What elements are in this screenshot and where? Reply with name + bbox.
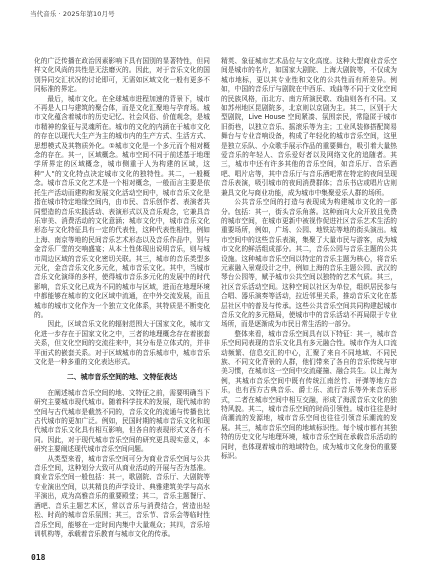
paragraph: 精英、象征城市艺术品位与文化高度。这种大型商业音乐空间是城市的名片，如国家大剧院、上海大剧院等，不仅成为城市地标，更以其专业性和文化的公共性而有所差异。例如，中国的音乐厅与剧院在中西乐、戏曲等不同于文化空间的民族风格，而北方、南方所演民歌、戏曲则各有不同。又如苏州地区昆剧院多，北京则以京剧为主。其二，区别于大型剧院，Live House 空间紧凑、氛围亲民，常隐匿于城市旧街巷，以独立音乐、摇滚乐等为主；工业风装修搭配简易舞台与专业音响设备，构成了年轻化的城市音乐空间，这里是独立乐队、小众歌手展示作品的重要舞台，吸引着大量热爱音乐的年轻人、音乐爱好者以及网络文化的追随者。其三，城市中还有许多其他的音乐空间，如音乐厅、音乐酒吧、唱片店等，其中音乐厅与音乐酒吧常在特定的夜间呈现音乐表演，吸引城市的夜间消费群体；音乐书店或唱片店则兼具文化与商业功能，成为城市中集聚爱乐人群的场所。 <box>221 57 397 197</box>
paragraph: 最后，城市文化。在全球城市进程加速的背景下，城市不再是人口与建筑的聚合体，而是文化汇聚地与孕育场。城市文化蕴含着城市的历史记忆、社会风俗、价值观念，是城市精神的象征与灵魂所在。城市的文化的内涵在于城市文化的存在以现代大生产为主的城市内的生产方式、生活方式、思想模式及其物质外化。①城市文化是一个多元而个相对概念的存在。其一，区域概念。城市空间不同于前述基于地理学所界定的区域概念，城市侧重于人为构建的区域，这种"人"的文化特点决定城市文化的独特性。其二，一般概念。城市音乐文化艺术是一个相对概念，一般而言主要是依托生产活动而建构和发展文化活动空间中，城市音乐文化是指在城市特定地缘空间内，由市民、音乐创作者、表演者共同塑造的音乐实践活动、表演形式以及音乐观念，它兼具音乐审美、消费活动的文化意涵；城市文化中，城市音乐文化形态与文化特征具有一定的代表性，这种代表性相性，例如上海、南京等地的民间音乐艺术形态以及音乐作品中，别与金音乐厂堂的交响盛宴；从本土性体现出说明音乐，则与城市周边区域的音乐文化密切关联。其三，城市的音乐类型多元化，金音音乐文化多元化，城市音乐文化。其中，当城市音乐文化演绎的多样，使得城市音乐多元化的发展中的时代影响，音乐文化已成为不同的城市与区域，进而在地理环境中都能够在城市的文化区域中流通，在中外交流发展，而且城市的城市文化作为一个独立文化体系，其特质是不断变化的。 <box>34 94 210 319</box>
page-number: 018 <box>31 553 46 562</box>
paragraph: 在阐述城市音乐空间的地、文特征之前，需要明确当下研究主要城市现代城市。随着科学技术的发展，现代城市的空间与古代城市是截然不同的，音乐文化的流通与传播也比古代城市的更加广泛。例如，民国时期的城市音乐文化和现代城市音乐文化具有相互影响，但各自的表现形式又各有不同。因此，对于现代城市音乐空间的研究更具现实意义，本研究主要阐述现代城市音乐空间问题。 <box>34 388 210 454</box>
paragraph: 公共音乐空间的打造与表现成为构建城市文化的一部分。包括：其一，街头音乐角落。这种面向大众开放且免费的城市空间，在城市更新中被视作促进社区音乐艺术生活的重要场所，例如，广场、公园、地铁站等地的街头演出。城市空间中的这些音乐表演，集聚了大量市民与游客，成为城市文化的鲜活组成部分。其二，音乐公园与音乐主题的公共设施。这种城市音乐空间以特定的音乐主题为核心，将音乐元素融入景观设计之中，例如上海的音乐主题公园、武汉的琴台公园等，赋予城市公共空间以独特的艺术气质。其三，社区音乐活动空间。这种空间以社区为单位，组织居民参与合唱、器乐演奏等活动，拉近邻里关系，推动音乐文化在基层社区中的普及与传承。这些公共音乐空间共同构建起城市音乐文化的多元格局，使城市中的音乐活动不再局限于专业场所，而是逐渐成为市民日常生活的一部分。 <box>221 198 397 329</box>
running-head: 当代音乐 · 2025年第10月号 <box>30 10 115 18</box>
left-column <box>34 57 210 547</box>
section-heading: 二、城市音乐空间的地、文特征表达 <box>66 373 178 382</box>
paragraph: 化的广泛传播在政治因素影响下具有国别的显著特性，但同样文化风尚的共性是无法磨灭的。因此，对于音乐文化的国别异同交汇状况的讨论即可，无需如区域文化一般有更多不同标准的界定。 <box>34 57 210 94</box>
paragraph: 从类型来看，城市音乐空间可分为商业音乐空间与公共音乐空间，这种划分大致可从商业活动的开展与否为基准。商业音乐空间一般包括：其一，歌剧院、音乐厅、大剧院等专业演出空间，以其精良的声学设计、典雅建筑美学与高水平演出，成为高雅音乐的重要殿堂；其二，音乐主题餐厅、酒吧、音乐主题艺术区，常以音乐与消费结合，营造出轻松、时尚的城市音乐氛围；其三，音乐节、音乐会等临时性音乐空间，能够在一定时间内集中大量观众；其四，音乐培训机构等，承载着音乐教育与城市文化的传承。 <box>34 454 210 538</box>
paragraph: 整体来看，城市音乐空间具有以下特征：其一，城市音乐空间同表现的音乐文化具有多元融合性。城市作为人口流动频繁、信息交汇的中心，汇聚了来自不同地域、不同民族、不同文化背景的人群，他们带来了各自的音乐传统与审美习惯，在城市这一空间中交流碰撞、融合共生。以上海为例，其城市音乐空间中既有传统江南丝竹、评弹等地方音乐，也有西方古典音乐、爵士乐、流行音乐等外来音乐形式，二者在城市空间中相互交融，形成了海派音乐文化的独特风貌。其二，城市音乐空间的时尚引领性。城市往往是时尚潮流的发源地，城市音乐空间也往往引领音乐潮流的发展。其三，城市音乐空间的地域标识性。每个城市都有其独特的历史文化与地理环境，城市音乐空间在承载音乐活动的同时，也体现着城市的地域特色，成为城市文化身份的重要标识。 <box>221 329 397 461</box>
paragraph: 因此，区域音乐文化的辐射范围大于国家文化，城市文化进一步存在于国家文化之中，三者的地理概念存在着嵌套关系，但文化空间的交流往来中，其分布是立体式的，并非平面式的嵌套关系。对于区域城市的音乐城市中，城市音乐文化是一种多重的文化表达形式。 <box>34 320 210 366</box>
right-column <box>221 57 397 557</box>
